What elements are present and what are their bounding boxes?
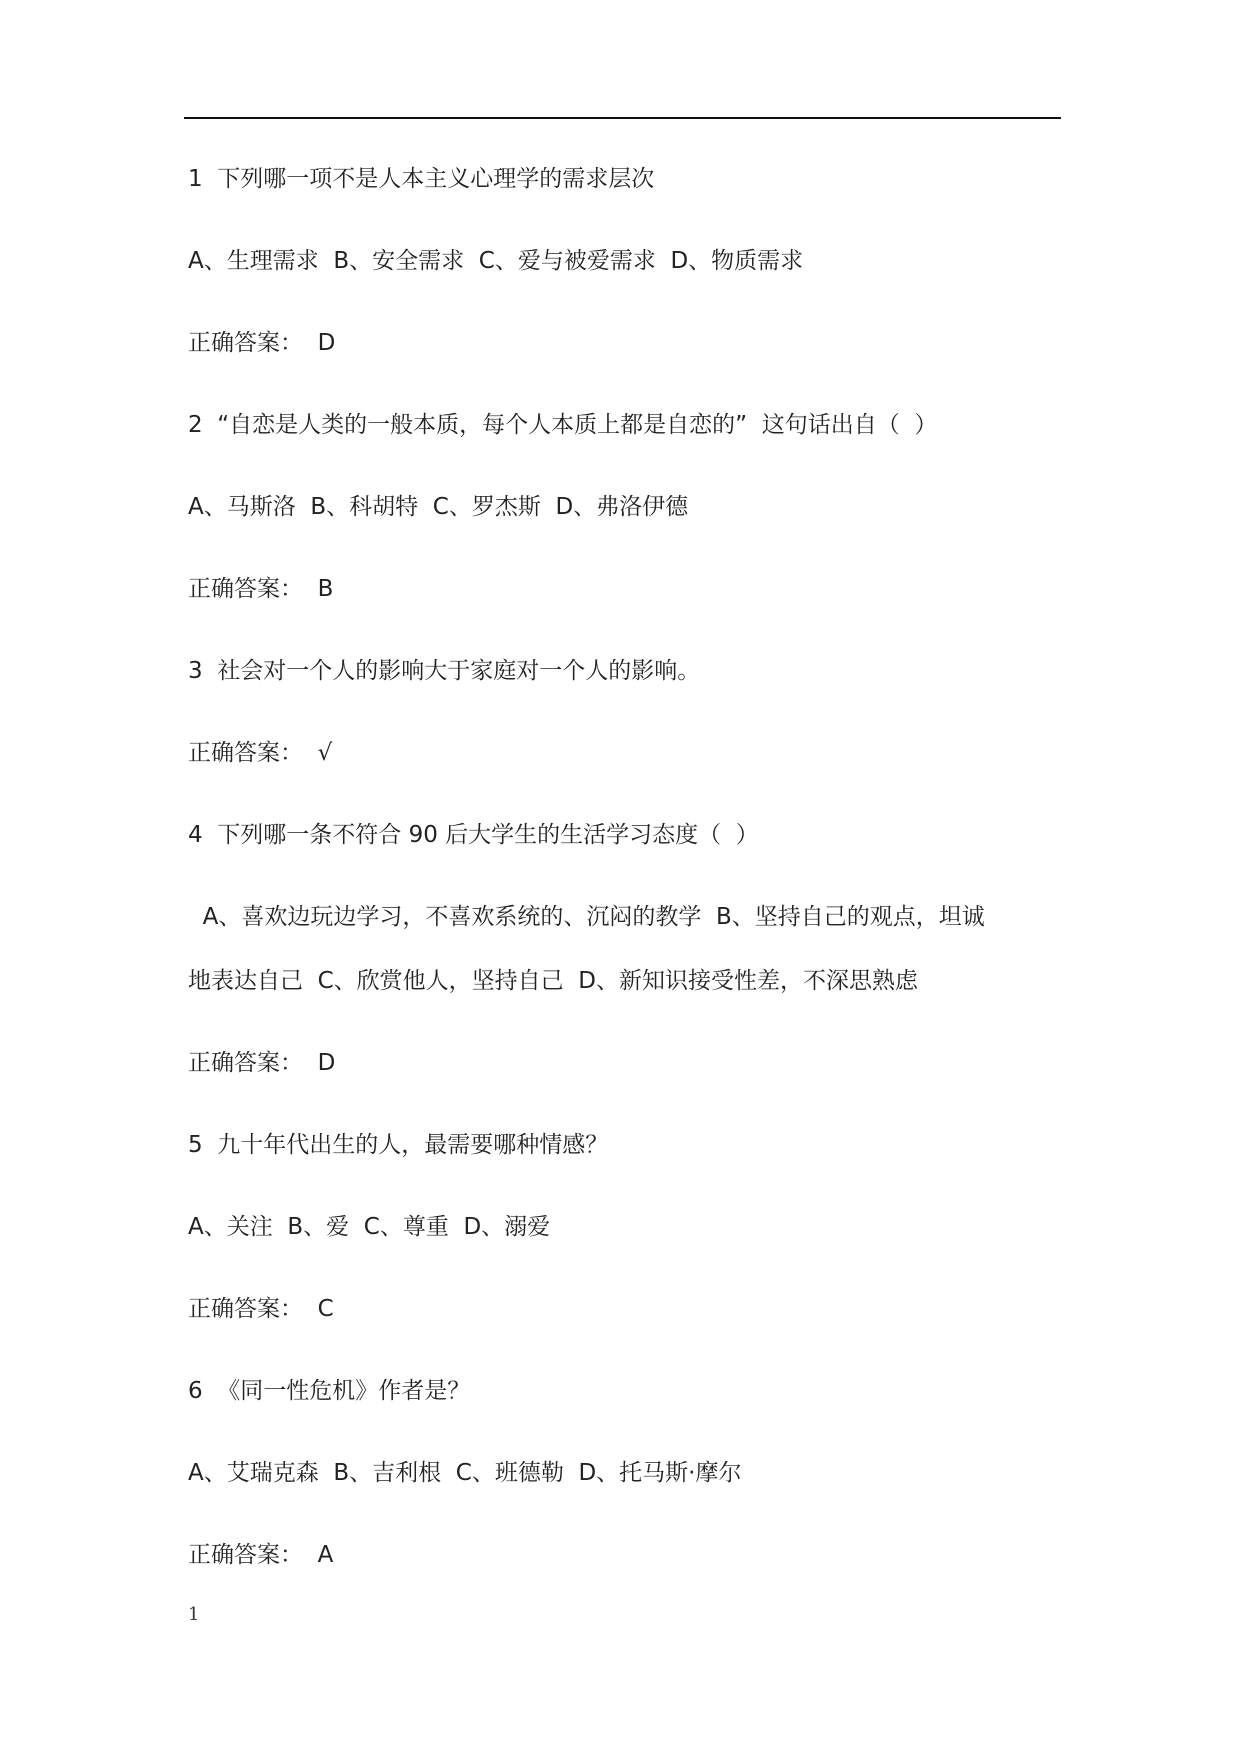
question-6-options: A、艾瑞克森 B、吉利根 C、班德勒 D、托马斯·摩尔 [188, 1460, 742, 1486]
question-6-text: 6 《同一性危机》作者是？ [188, 1378, 471, 1404]
question-1-answer: 正确答案： D [188, 330, 336, 356]
page-number: 1 [188, 1604, 200, 1625]
question-4-answer: 正确答案： D [188, 1050, 336, 1076]
question-2-text: 2 “自恋是人类的一般本质，每个人本质上都是自恋的” 这句话出自（ ） [188, 412, 938, 438]
question-5-text: 5 九十年代出生的人，最需要哪种情感？ [188, 1132, 609, 1158]
question-4-options-line-2: 地表达自己 C、欣赏他人，坚持自己 D、新知识接受性差，不深思熟虑 [188, 968, 919, 994]
header-rule [184, 117, 1061, 119]
question-5-options: A、关注 B、爱 C、尊重 D、溺爱 [188, 1214, 551, 1240]
question-4-text: 4 下列哪一条不符合 90 后大学生的生活学习态度（ ） [188, 822, 759, 848]
question-4-options-line-1: A、喜欢边玩边学习，不喜欢系统的、沉闷的教学 B、坚持自己的观点，坦诚 [188, 904, 985, 930]
question-2-options: A、马斯洛 B、科胡特 C、罗杰斯 D、弗洛伊德 [188, 494, 689, 520]
question-2-answer: 正确答案： B [188, 576, 334, 602]
question-1-options: A、生理需求 B、安全需求 C、爱与被爱需求 D、物质需求 [188, 248, 804, 274]
question-6-answer: 正确答案： A [188, 1542, 334, 1568]
question-5-answer: 正确答案： C [188, 1296, 334, 1322]
question-3-answer: 正确答案： √ [188, 740, 333, 766]
question-1-text: 1 下列哪一项不是人本主义心理学的需求层次 [188, 166, 655, 192]
question-3-text: 3 社会对一个人的影响大于家庭对一个人的影响。 [188, 658, 701, 684]
